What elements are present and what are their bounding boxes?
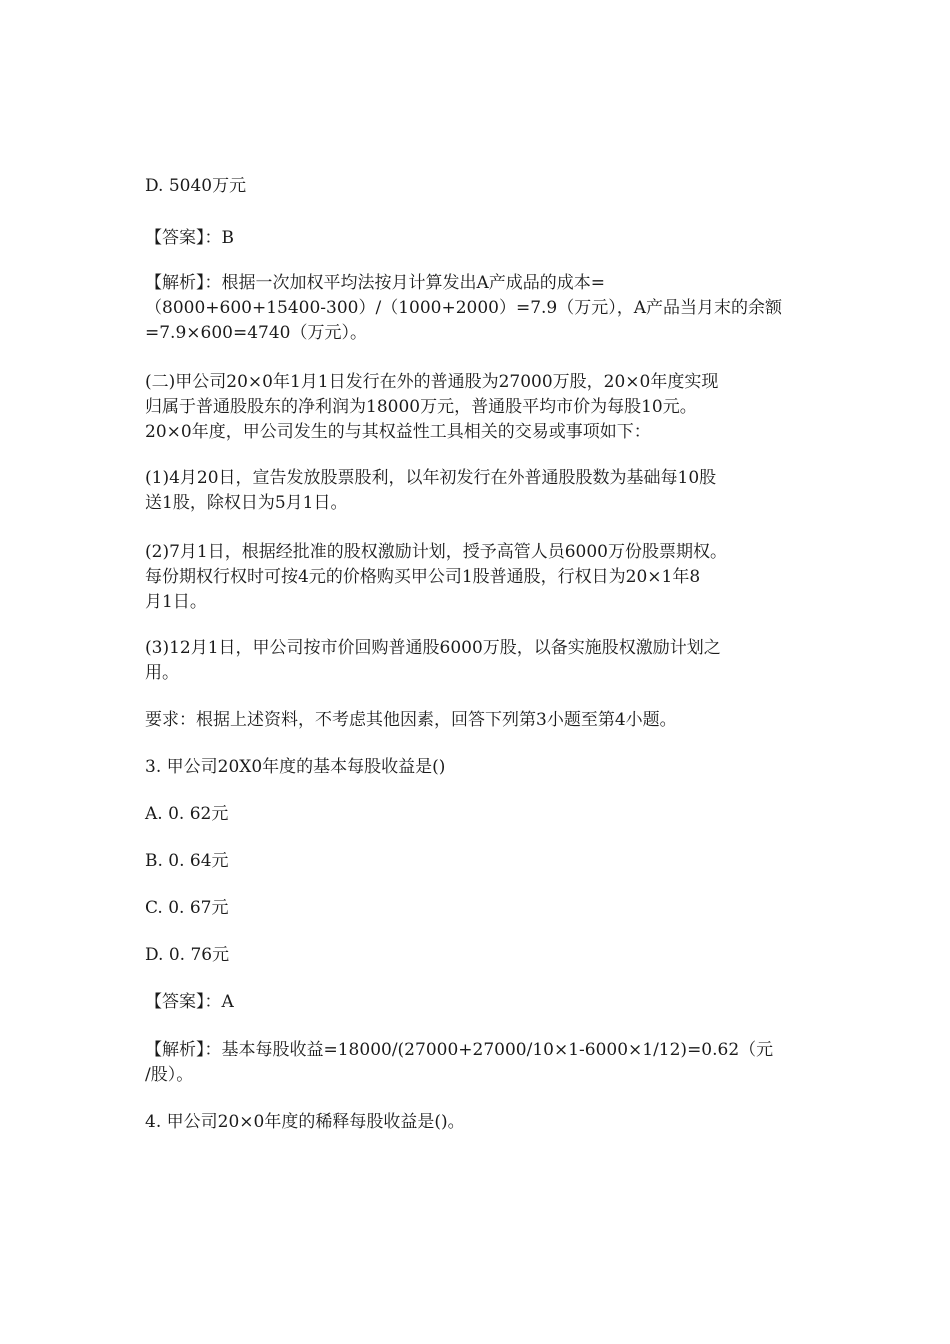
event-1-line-2: 送1股，除权日为5月1日。 xyxy=(145,493,348,513)
case-two-line-2: 归属于普通股股东的净利润为18000万元，普通股平均市价为每股10元。 xyxy=(145,397,697,417)
event-2-line-3: 月1日。 xyxy=(145,592,207,612)
case-two-line-1: (二)甲公司20×0年1月1日发行在外的普通股为27000万股，20×0年度实现 xyxy=(145,372,719,392)
requirement-text: 要求：根据上述资料，不考虑其他因素，回答下列第3小题至第4小题。 xyxy=(145,710,677,730)
q3-option-c: C. 0. 67元 xyxy=(145,898,229,918)
q2-analysis-line-1 xyxy=(145,271,815,295)
q2-analysis-line-3: =7.9×600=4740（万元）。 xyxy=(145,323,367,343)
event-2-line-2: 每份期权行权时可按4元的价格购买甲公司1股普通股，行权日为20×1年8 xyxy=(145,567,701,587)
answer-value: B xyxy=(221,228,234,248)
event-2-line-1: (2)7月1日，根据经批准的股权激励计划，授予高管人员6000万份股票期权。 xyxy=(145,542,727,562)
q4-stem: 4. 甲公司20×0年度的稀释每股收益是()。 xyxy=(145,1112,465,1132)
analysis-label: 【解析】： xyxy=(145,1040,222,1060)
analysis-text: 基本每股收益=18000/(27000+27000/10×1-6000×1/12)=0.62（元 xyxy=(221,1040,774,1060)
q3-option-b: B. 0. 64元 xyxy=(145,851,229,871)
event-1-line-1: (1)4月20日，宣告发放股票股利，以年初发行在外普通股股数为基础每10股 xyxy=(145,468,717,488)
q2-answer xyxy=(145,226,815,250)
analysis-text: 根据一次加权平均法按月计算发出A产成品的成本= xyxy=(221,273,606,293)
previous-question-option-d: D. 5040万元 xyxy=(145,176,247,196)
event-3-line-2: 用。 xyxy=(145,663,179,683)
case-two-line-3: 20×0年度，甲公司发生的与其权益性工具相关的交易或事项如下： xyxy=(145,422,651,442)
q3-answer xyxy=(145,990,815,1014)
event-3-line-1: (3)12月1日，甲公司按市价回购普通股6000万股，以备实施股权激励计划之 xyxy=(145,638,721,658)
q2-analysis-line-2: （8000+600+15400-300）/（1000+2000）=7.9（万元），A产品当月末的余额 xyxy=(145,298,783,318)
analysis-label: 【解析】： xyxy=(145,273,222,293)
q3-analysis-line-2: /股）。 xyxy=(145,1065,194,1085)
q3-option-d: D. 0. 76元 xyxy=(145,945,230,965)
q3-option-a: A. 0. 62元 xyxy=(145,804,229,824)
answer-label: 【答案】： xyxy=(145,992,222,1012)
q3-analysis-line-1 xyxy=(145,1038,815,1062)
answer-label: 【答案】： xyxy=(145,228,222,248)
q3-stem: 3. 甲公司20X0年度的基本每股收益是() xyxy=(145,757,446,777)
answer-value: A xyxy=(221,992,234,1012)
